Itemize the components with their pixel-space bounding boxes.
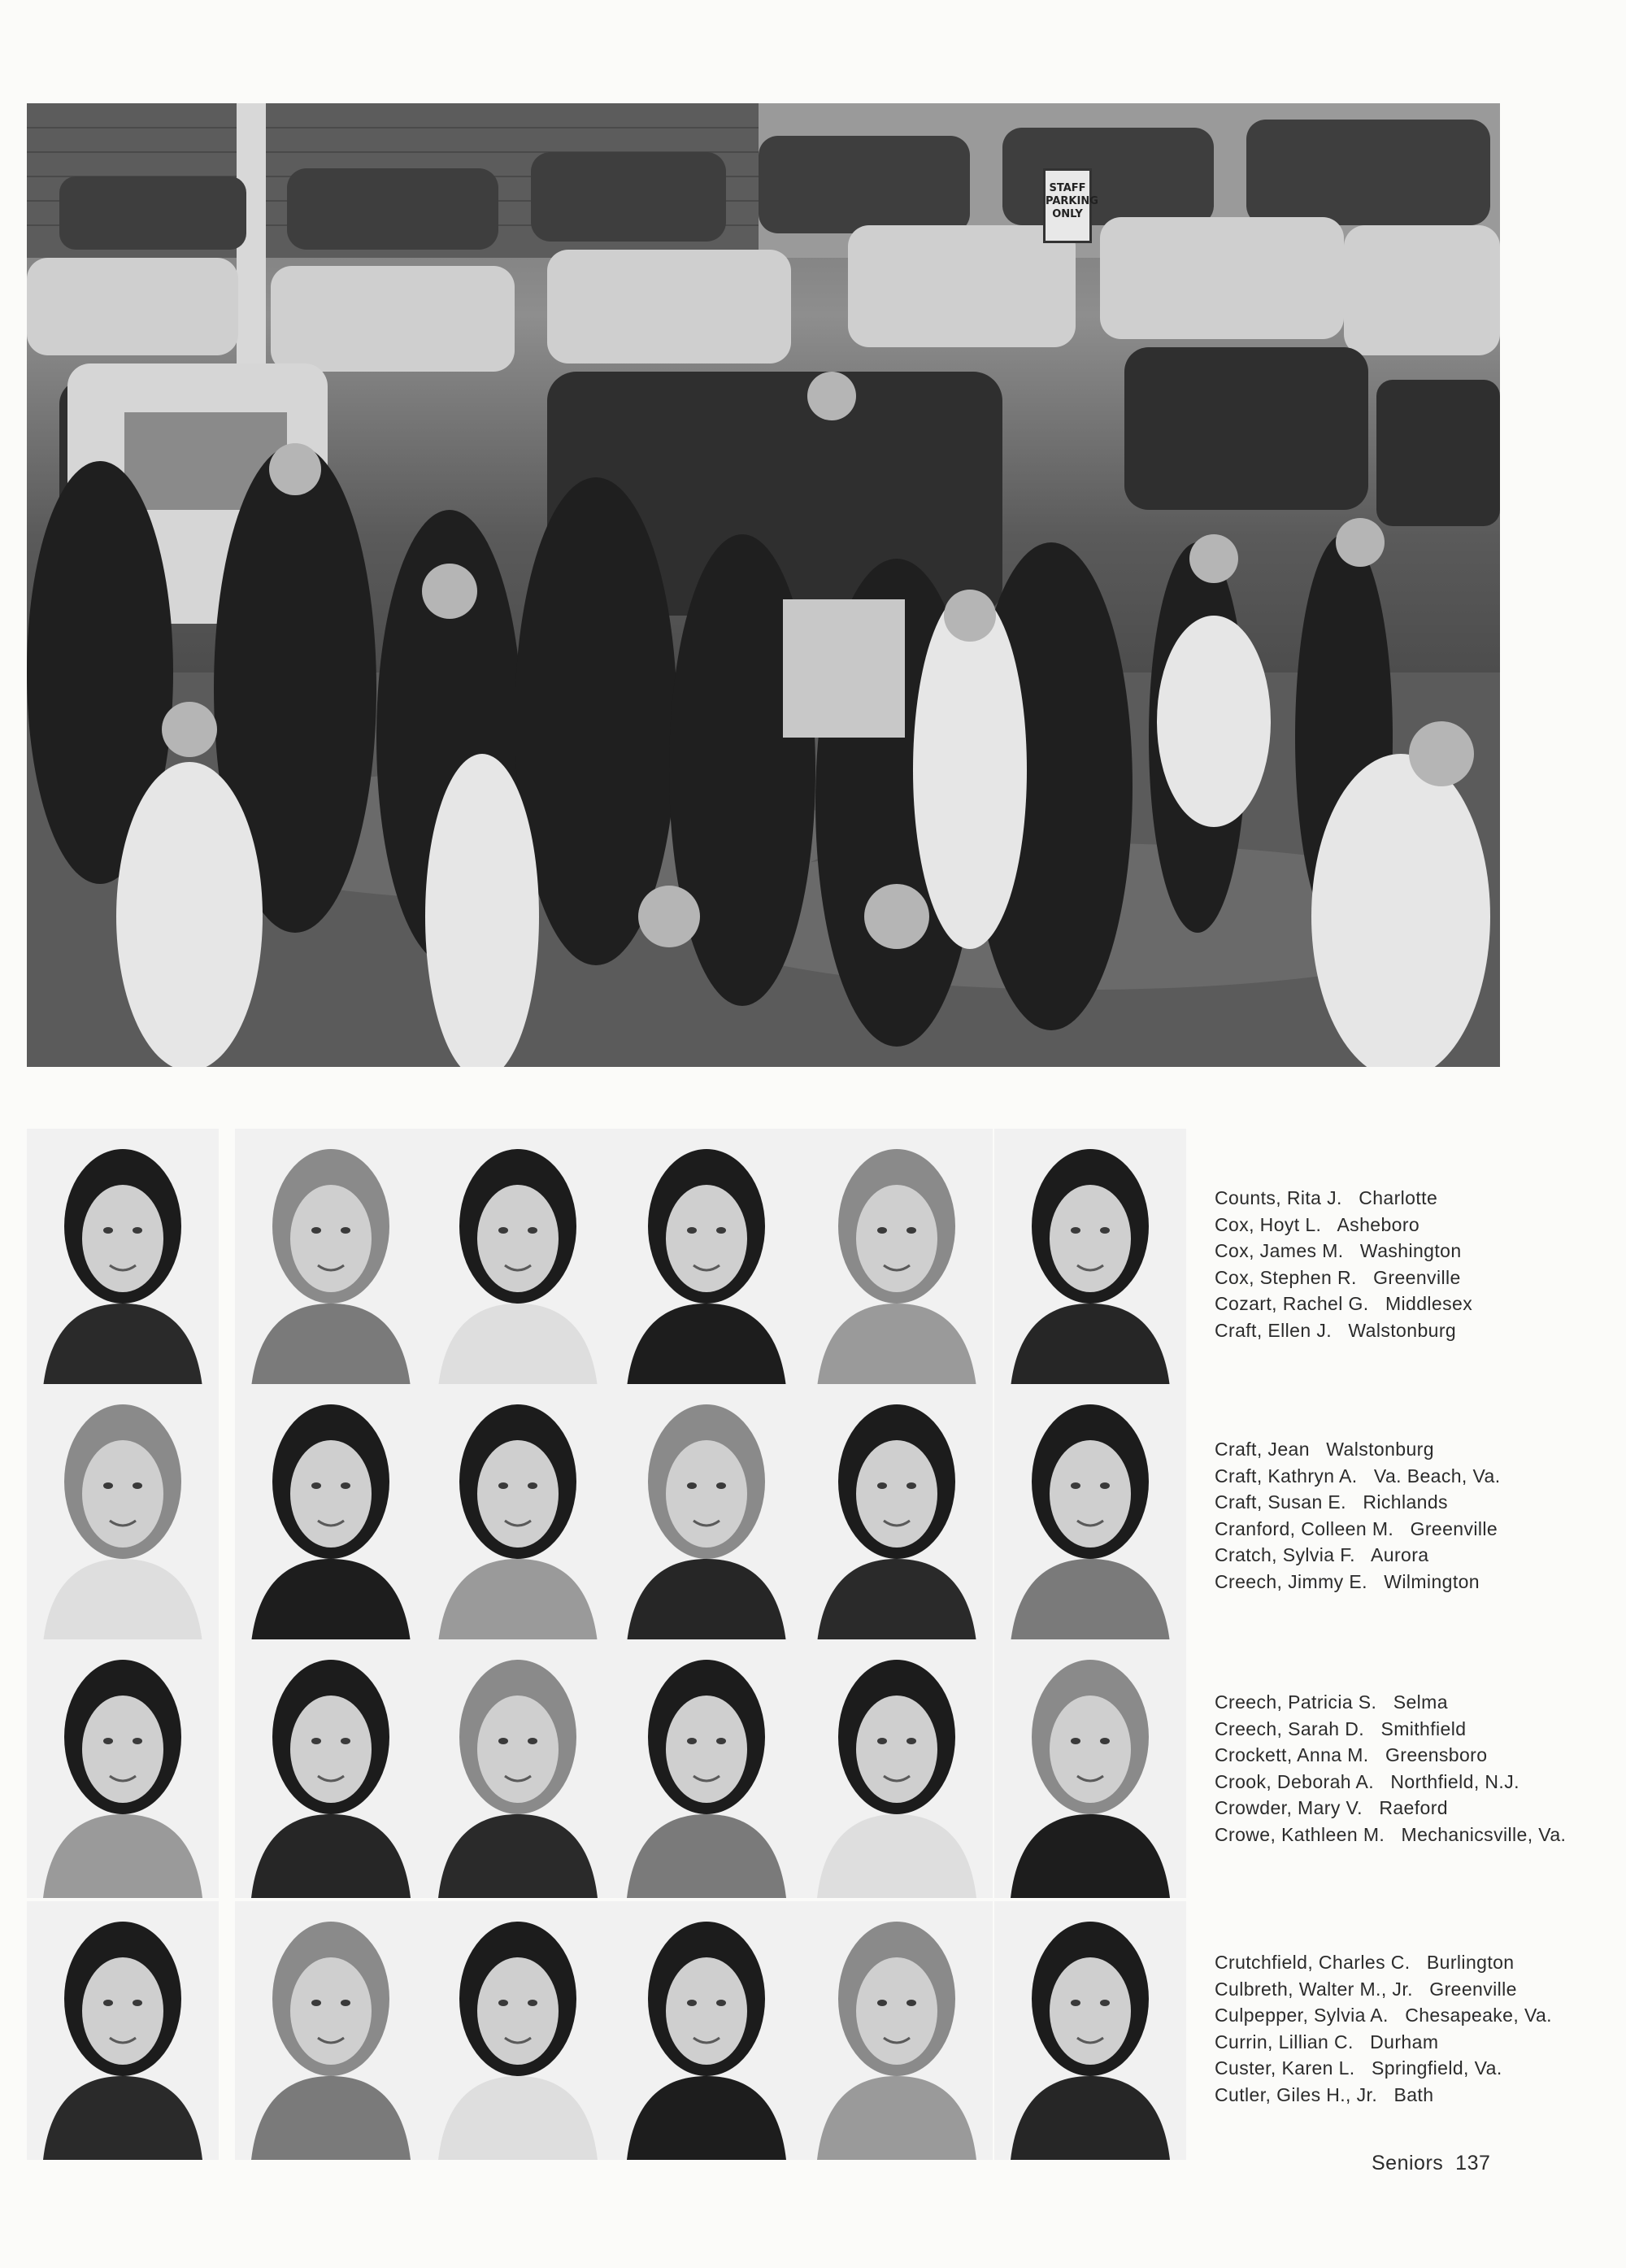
name-caption: Crook, Deborah A. Northfield, N.J. bbox=[1215, 1770, 1519, 1792]
page-folio bbox=[1372, 2152, 1490, 2175]
portrait-photo bbox=[801, 1129, 993, 1387]
page-number: 137 bbox=[1455, 2152, 1491, 2174]
section-label: Seniors bbox=[1372, 2152, 1444, 2174]
portrait-photo bbox=[801, 1384, 993, 1643]
portrait-photo bbox=[235, 1384, 427, 1643]
name-caption: Counts, Rita J. Charlotte bbox=[1215, 1187, 1438, 1208]
portrait-row bbox=[27, 1639, 1181, 1898]
name-caption: Cox, Stephen R. Greenville bbox=[1215, 1266, 1461, 1288]
portrait-photo bbox=[422, 1901, 614, 2160]
name-caption: Crowe, Kathleen M. Mechanicsville, Va. bbox=[1215, 1823, 1567, 1845]
portrait-photo bbox=[235, 1901, 427, 2160]
name-caption: Craft, Jean Walstonburg bbox=[1215, 1439, 1434, 1460]
name-caption: Culbreth, Walter M., Jr. Greenville bbox=[1215, 1978, 1517, 2000]
name-caption: Creech, Sarah D. Smithfield bbox=[1215, 1717, 1467, 1739]
name-caption: Cratch, Sylvia F. Aurora bbox=[1215, 1544, 1429, 1565]
name-caption-list bbox=[1215, 1436, 1501, 1595]
portrait-photo bbox=[27, 1129, 219, 1387]
portrait-photo bbox=[27, 1639, 219, 1898]
name-caption: Crockett, Anna M. Greensboro bbox=[1215, 1744, 1488, 1765]
portrait-photo bbox=[422, 1129, 614, 1387]
portrait-photo bbox=[611, 1639, 802, 1898]
name-caption: Culpepper, Sylvia A. Chesapeake, Va. bbox=[1215, 2005, 1552, 2026]
name-caption: Creech, Patricia S. Selma bbox=[1215, 1691, 1448, 1713]
portrait-photo bbox=[994, 1129, 1186, 1387]
portrait-photo bbox=[611, 1384, 802, 1643]
portrait-photo bbox=[994, 1901, 1186, 2160]
crowd-photo bbox=[27, 103, 1500, 1067]
sign-line: ONLY bbox=[1052, 208, 1083, 220]
name-caption: Craft, Kathryn A. Va. Beach, Va. bbox=[1215, 1465, 1501, 1487]
name-caption: Cutler, Giles H., Jr. Bath bbox=[1215, 2083, 1434, 2105]
portrait-photo bbox=[235, 1639, 427, 1898]
staff-parking-sign bbox=[1043, 168, 1098, 243]
portrait-photo bbox=[611, 1901, 802, 2160]
name-caption-list bbox=[1215, 1689, 1566, 1848]
name-caption: Currin, Lillian C. Durham bbox=[1215, 2031, 1439, 2053]
name-caption: Crowder, Mary V. Raeford bbox=[1215, 1797, 1448, 1818]
portrait-photo bbox=[235, 1129, 427, 1387]
name-caption: Cox, James M. Washington bbox=[1215, 1240, 1462, 1261]
name-caption: Craft, Ellen J. Walstonburg bbox=[1215, 1319, 1457, 1341]
sign-line: PARKING bbox=[1046, 195, 1098, 207]
sign-line: STAFF bbox=[1049, 182, 1086, 194]
name-caption: Cozart, Rachel G. Middlesex bbox=[1215, 1293, 1473, 1314]
portrait-photo bbox=[801, 1901, 993, 2160]
portrait-photo bbox=[801, 1639, 993, 1898]
portrait-photo bbox=[422, 1384, 614, 1643]
name-caption: Crutchfield, Charles C. Burlington bbox=[1215, 1952, 1515, 1973]
name-caption: Creech, Jimmy E. Wilmington bbox=[1215, 1570, 1480, 1592]
name-caption: Craft, Susan E. Richlands bbox=[1215, 1491, 1448, 1513]
portrait-photo bbox=[994, 1639, 1186, 1898]
portrait-photo bbox=[422, 1639, 614, 1898]
name-caption-list bbox=[1215, 1949, 1552, 2108]
portrait-photo bbox=[27, 1384, 219, 1643]
portrait-row bbox=[27, 1129, 1181, 1387]
portrait-photo bbox=[611, 1129, 802, 1387]
name-caption-list bbox=[1215, 1185, 1472, 1343]
name-caption: Cox, Hoyt L. Asheboro bbox=[1215, 1213, 1420, 1235]
portrait-row bbox=[27, 1901, 1181, 2160]
portrait-row bbox=[27, 1384, 1181, 1643]
crowd-photo-illustration bbox=[27, 103, 1500, 1067]
portrait-photo bbox=[27, 1901, 219, 2160]
name-caption: Cranford, Colleen M. Greenville bbox=[1215, 1517, 1498, 1539]
portrait-photo bbox=[994, 1384, 1186, 1643]
name-caption: Custer, Karen L. Springfield, Va. bbox=[1215, 2057, 1502, 2079]
